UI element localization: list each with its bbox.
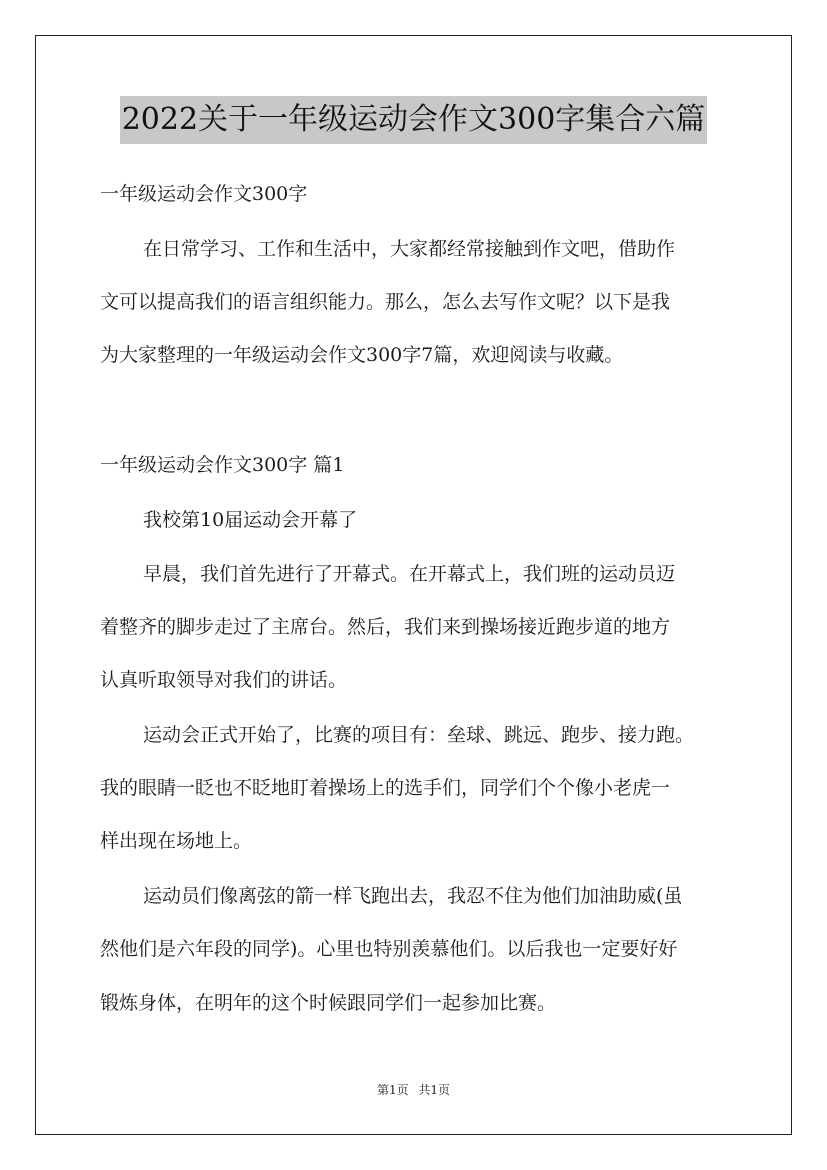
essay-1-paragraph-2-line-3: 样出现在场地上。 [100, 830, 253, 852]
section-heading-intro: 一年级运动会作文300字 [100, 183, 308, 205]
essay-1-paragraph-3-line-1: 运动员们像离弦的箭一样飞跑出去，我忍不住为他们加油助威(虽 [143, 885, 683, 907]
essay-1-paragraph-2-line-1: 运动会正式开始了，比赛的项目有：垒球、跳远、跑步、接力跑。 [143, 724, 695, 746]
intro-paragraph-line-3: 为大家整理的一年级运动会作文300字7篇，欢迎阅读与收藏。 [100, 344, 624, 366]
page-number-total: 共1页 [418, 1083, 451, 1097]
essay-1-paragraph-3-line-2: 然他们是六年段的同学)。心里也特别羡慕他们。以后我也一定要好好 [100, 938, 678, 960]
essay-1-paragraph-1-line-1: 早晨，我们首先进行了开幕式。在开幕式上，我们班的运动员迈 [143, 563, 676, 585]
essay-1-paragraph-1-line-2: 着整齐的脚步走过了主席台。然后，我们来到操场接近跑步道的地方 [100, 616, 671, 638]
page-number-current: 第1页 [376, 1083, 409, 1097]
essay-1-paragraph-2-line-2: 我的眼睛一眨也不眨地盯着操场上的选手们，同学们个个像小老虎一 [100, 777, 671, 799]
title-container [0, 96, 827, 144]
section-heading-essay-1: 一年级运动会作文300字 篇1 [100, 454, 345, 476]
essay-1-paragraph-3-line-3: 锻炼身体，在明年的这个时候跟同学们一起参加比赛。 [100, 992, 557, 1014]
essay-1-paragraph-1-line-3: 认真听取领导对我们的讲话。 [100, 669, 348, 691]
page-footer [0, 1081, 827, 1098]
document-title: 2022关于一年级运动会作文300字集合六篇 [120, 96, 708, 144]
essay-1-subtitle: 我校第10届运动会开幕了 [143, 509, 358, 531]
intro-paragraph-line-1: 在日常学习、工作和生活中，大家都经常接触到作文吧，借助作 [143, 238, 676, 260]
intro-paragraph-line-2: 文可以提高我们的语言组织能力。那么，怎么去写作文呢？以下是我 [100, 291, 671, 313]
